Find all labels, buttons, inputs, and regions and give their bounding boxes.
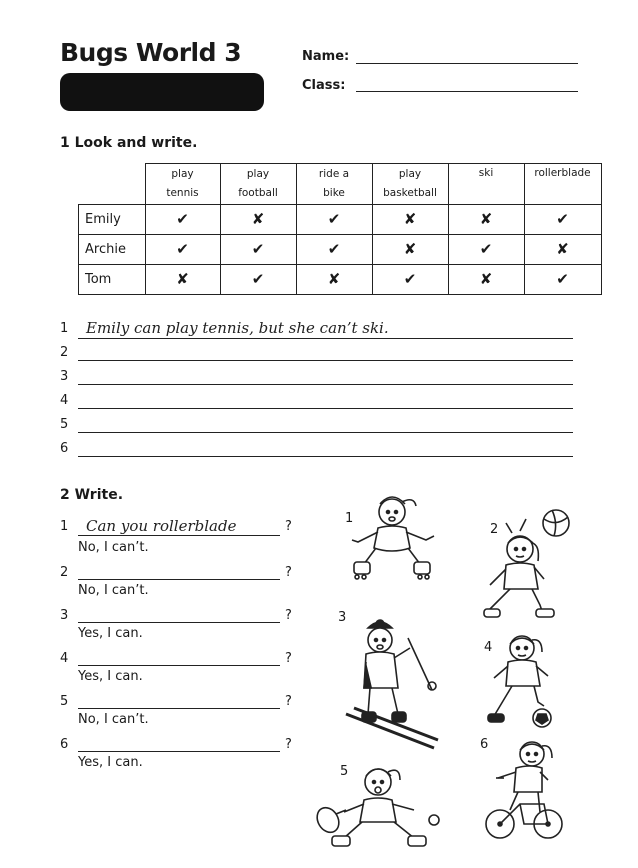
writing-line[interactable] xyxy=(78,432,573,433)
table-row: Archie ✔ ✔ ✔ ✘ ✔ ✘ xyxy=(79,235,602,265)
question-mark: ? xyxy=(285,565,292,580)
line-number: 3 xyxy=(60,369,69,384)
child-tennis-fallen-icon xyxy=(314,760,454,850)
line-number: 2 xyxy=(60,345,69,360)
line-number: 4 xyxy=(60,393,69,408)
column-header: play basketball xyxy=(372,164,448,205)
writing-line[interactable] xyxy=(78,360,573,361)
table-row: Tom ✘ ✔ ✘ ✔ ✘ ✔ xyxy=(79,265,602,295)
name-label: Name: xyxy=(302,49,350,64)
writing-line[interactable] xyxy=(78,456,573,457)
writing-line[interactable] xyxy=(78,384,573,385)
line-number: 5 xyxy=(60,417,69,432)
answer-text: No, I can’t. xyxy=(78,712,149,727)
column-header: ride a bike xyxy=(296,164,372,205)
question-line[interactable] xyxy=(78,665,280,666)
column-header: play tennis xyxy=(145,164,220,205)
answer-text: No, I can’t. xyxy=(78,583,149,598)
question-line[interactable] xyxy=(78,708,280,709)
abilities-table xyxy=(78,163,602,295)
table-corner xyxy=(79,164,146,205)
picture-number: 1 xyxy=(345,511,354,526)
question-mark: ? xyxy=(285,737,292,752)
writing-line[interactable] xyxy=(78,338,573,339)
picture-number: 2 xyxy=(490,522,499,537)
line-number: 6 xyxy=(60,441,69,456)
writing-line[interactable] xyxy=(78,408,573,409)
picture-number: 4 xyxy=(484,640,493,655)
question-number: 5 xyxy=(60,694,69,709)
picture-number: 6 xyxy=(480,737,489,752)
table-row: Emily ✔ ✘ ✔ ✘ ✘ ✔ xyxy=(79,205,602,235)
picture-number: 5 xyxy=(340,764,349,779)
picture-number: 3 xyxy=(338,610,347,625)
question-line[interactable] xyxy=(78,622,280,623)
column-header: rollerblade xyxy=(524,164,601,205)
child-riding-bike-icon xyxy=(484,738,566,848)
question-mark: ? xyxy=(285,519,292,534)
child-playing-volleyball-icon xyxy=(482,505,574,620)
question-number: 3 xyxy=(60,608,69,623)
question-line[interactable] xyxy=(78,535,280,536)
question-mark: ? xyxy=(285,694,292,709)
child-rollerblading-fallen-icon xyxy=(348,492,440,582)
question-mark: ? xyxy=(285,651,292,666)
column-header: ski xyxy=(448,164,524,205)
answer-text: Yes, I can. xyxy=(78,626,143,641)
question-line[interactable] xyxy=(78,751,280,752)
example-answer: Emily can play tennis, but she can’t ski. xyxy=(86,319,389,337)
answer-text: Yes, I can. xyxy=(78,755,143,770)
column-header: play football xyxy=(220,164,296,205)
child-skiing-icon xyxy=(340,618,442,753)
class-label: Class: xyxy=(302,78,346,93)
class-field[interactable] xyxy=(356,91,578,92)
answer-text: Yes, I can. xyxy=(78,669,143,684)
question-number: 4 xyxy=(60,651,69,666)
question-number: 6 xyxy=(60,737,69,752)
name-field[interactable] xyxy=(356,63,578,64)
child-playing-football-icon xyxy=(486,630,558,730)
question-number: 1 xyxy=(60,519,69,534)
answer-text: No, I can’t. xyxy=(78,540,149,555)
question-line[interactable] xyxy=(78,579,280,580)
section1-heading: 1 Look and write. xyxy=(60,135,198,151)
worksheet-title: Bugs World 3 xyxy=(60,38,242,67)
line-number: 1 xyxy=(60,321,69,336)
question-mark: ? xyxy=(285,608,292,623)
title-banner xyxy=(60,73,264,111)
section2-heading: 2 Write. xyxy=(60,487,124,503)
question-number: 2 xyxy=(60,565,69,580)
example-question: Can you rollerblade xyxy=(86,517,237,535)
